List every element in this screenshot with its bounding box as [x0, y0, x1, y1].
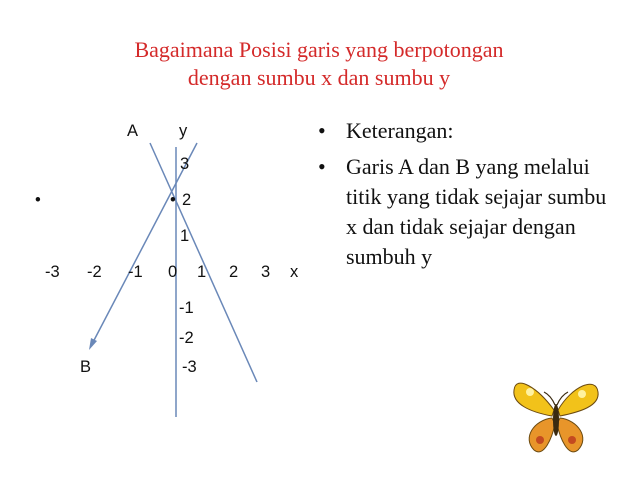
line-b-arrowhead — [89, 338, 97, 350]
line-a-label: A — [127, 122, 139, 140]
y-tick-2: 2 — [182, 191, 192, 209]
y-tick-neg1: -1 — [179, 299, 194, 317]
x-tick-neg3: -3 — [45, 263, 60, 281]
x-tick-0: 0 — [168, 263, 178, 281]
bullet-marker: • — [318, 118, 326, 143]
y-tick-neg3: -3 — [182, 358, 197, 376]
x-tick-3: 3 — [261, 263, 271, 281]
y-tick-3: 3 — [180, 155, 190, 173]
left-point-marker: • — [35, 191, 41, 209]
butterfly-icon — [508, 368, 604, 464]
x-tick-1: 1 — [197, 263, 207, 281]
bullet-keterangan — [318, 116, 618, 146]
bullet-marker: • — [318, 154, 326, 179]
x-axis-label: x — [290, 263, 299, 281]
intersection-point-marker: • — [170, 191, 176, 209]
line-b-label: B — [80, 358, 92, 376]
y-tick-neg2: -2 — [179, 329, 194, 347]
x-tick-neg1: -1 — [128, 263, 143, 281]
title-line-2: dengan sumbu x dan sumbu y — [187, 65, 451, 90]
bullet-text: Garis A dan B yang melalui titik yang tidak sejajar sumbu x dan tidak sejajar dengan sumbuh y — [346, 154, 607, 269]
title-line-1: Bagaimana Posisi garis yang berpotongan — [134, 37, 504, 62]
x-tick-2: 2 — [229, 263, 239, 281]
bullet-explanation — [318, 152, 618, 272]
bullet-text: Keterangan: — [346, 118, 454, 143]
x-tick-neg2: -2 — [87, 263, 102, 281]
y-axis-label: y — [179, 122, 188, 140]
y-tick-1: 1 — [180, 227, 190, 245]
explanation-list — [318, 116, 618, 272]
